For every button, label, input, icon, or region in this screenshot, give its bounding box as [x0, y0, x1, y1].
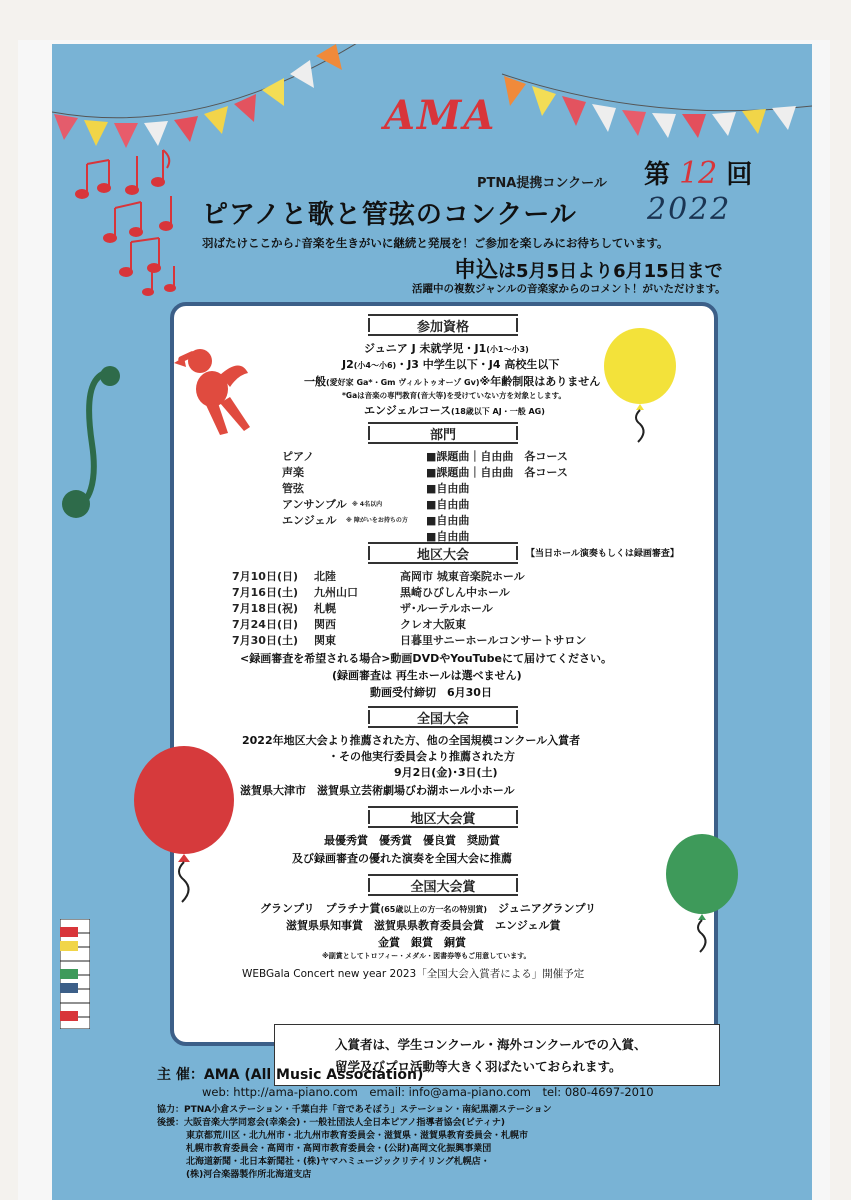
elig-line-7: ※年齢制限はありません [479, 375, 601, 388]
regional-row-date: 7月30日(土) [232, 634, 299, 647]
regional-row-date: 7月16日(土) [232, 586, 299, 599]
eligibility-heading-text: 参加資格 [416, 319, 469, 335]
regional-row-venue: 日暮里サニーホールコンサートサロン [400, 634, 587, 647]
regional-row-date: 7月18日(祝) [232, 602, 299, 615]
video-deadline: 動画受付締切 6月30日 [370, 686, 492, 699]
division-extra: ■自由曲 [426, 530, 470, 543]
elig-line-3: (小4〜小6) [353, 361, 397, 370]
round-suffix: 回 [726, 160, 753, 190]
support-line-4: 北海道新聞・北日本新聞社・(株)ヤマハミュージックリテイリング札幌店・ [186, 1157, 490, 1167]
year: 2022 [647, 192, 732, 227]
na-line1-note: (65歳以上の方一名の特別賞) [380, 905, 488, 914]
video-note: <録画審査を希望される場合>動画DVDやYouTubeにて届けてください。 [240, 652, 613, 665]
division-vocal: 声楽 [282, 466, 304, 479]
elig-line-2: J2 [342, 358, 354, 371]
na-line1-main: グランプリ プラチナ賞 [260, 902, 381, 915]
eligibility-j2 [342, 356, 559, 372]
regional-awards-line-2: 及び録画審査の優れた演奏を全国大会に推薦 [292, 852, 512, 865]
division-piano-detail: ■課題曲｜自由曲 各コース [426, 450, 568, 463]
national-dates: 9月2日(金)･3日(土) [394, 766, 498, 779]
regional-row-venue: ザ･ルーテルホール [400, 602, 493, 615]
music-notes-decoration [70, 146, 210, 296]
national-awards-line-2: 滋賀県県知事賞 滋賀県県教育委員会賞 エンジェル賞 [286, 919, 561, 932]
contact-line: web: http://ama-piano.com email: info@ama-piano.com tel: 080-4697-2010 [202, 1085, 654, 1099]
eligibility-junior [364, 340, 529, 356]
regional-row-venue: 高岡市 城東音楽院ホール [400, 570, 525, 583]
regional-heading [368, 542, 518, 564]
national-awards-note: ※副賞としてトロフィー・メダル・図書券等もご用意しています。 [322, 952, 531, 960]
regional-awards-heading [368, 806, 518, 828]
regional-row-date: 7月24日(日) [232, 618, 299, 631]
host-line [157, 1064, 423, 1084]
coop-line: 協力：PTNA小倉ステーション・千葉白井「音であそぼう」ステーション・南紀黒潮ステーション [157, 1105, 552, 1115]
application-period [454, 253, 723, 284]
eligibility-general [304, 373, 600, 389]
round-prefix: 第 [644, 160, 671, 190]
elig-line-5: 一般 [304, 375, 326, 388]
support-line-1: 後援：大阪音楽大学同窓会(幸楽会)・一般社団法人全日本ピアノ指導者協会(ピティナ) [157, 1118, 506, 1128]
national-heading [368, 706, 518, 728]
support-line-3: 札幌市教育委員会・高岡市・高岡市教育委員会・(公財)高岡文化振興事業団 [186, 1144, 492, 1154]
division-angel-note: ※ 障がいをお持ちの方 [346, 517, 408, 524]
elig-line-10: (18歳以下 AJ・一般 AG) [450, 407, 545, 416]
regional-row-area: 関西 [314, 618, 336, 631]
division-vocal-detail: ■課題曲｜自由曲 各コース [426, 466, 568, 479]
poster [52, 44, 812, 1200]
winners-text-1: は、学生コンクール・海外コンクールでの入賞、 [372, 1037, 647, 1052]
national-line-2: ・その他実行委員会より推薦された方 [328, 750, 515, 763]
tagline: 羽ばたけここから♪音楽を生きがいに継続と発展を！ご参加を楽しみにお待ちしています。 [202, 236, 669, 250]
support-line-2: 東京都荒川区・北九州市・北九州市教育委員会・滋賀県・滋賀県教育委員会・札幌市 [186, 1131, 529, 1141]
regional-awards-line-1: 最優秀賞 優秀賞 優良賞 奨励賞 [324, 834, 500, 847]
f-hole-clef-icon [58, 364, 128, 524]
apply-prefix: 申込 [454, 258, 499, 283]
regional-row-area: 九州山口 [314, 586, 358, 599]
elig-line-4: ・J3 中学生以下・J4 高校生以下 [396, 358, 560, 371]
elig-line-1: (小1〜小3) [486, 345, 529, 354]
division-strings-detail: ■自由曲 [426, 482, 470, 495]
ama-logo: AMA [384, 92, 497, 139]
winners-prefix: 入賞者 [335, 1037, 373, 1052]
regional-row-date: 7月10日(日) [232, 570, 299, 583]
regional-heading-text: 地区大会 [416, 547, 469, 563]
regional-row-venue: 黒崎ひびしん中ホール [400, 586, 510, 599]
piano-keys-decoration [60, 919, 90, 1029]
host-label: 主 催： [157, 1067, 204, 1083]
national-line-1: 2022年地区大会より推薦された方、他の全国規模コンクール入賞者 [242, 734, 581, 747]
division-strings: 管弦 [282, 482, 304, 495]
national-awards-line-3: 金賞 銀賞 銅賞 [378, 936, 466, 949]
eligibility-note: *Gaは音楽の専門教育(音大等)を受けていない方を対象とします。 [342, 391, 566, 400]
yellow-balloon [600, 326, 680, 446]
division-ensemble-note: ※ 4名以内 [352, 501, 383, 508]
regional-row-venue: クレオ大阪東 [400, 618, 466, 631]
eligibility-heading [368, 314, 518, 336]
elig-line-9: エンジェルコース [364, 404, 451, 417]
round-number [644, 154, 752, 191]
page-title: ピアノと歌と管弦のコンクール [202, 200, 577, 230]
comment-note: 活躍中の複数ジャンルの音楽家からのコメント！がいただけます。 [412, 283, 726, 295]
division-angel: エンジェル [282, 514, 337, 527]
gala-note: WEBGala Concert new year 2023「全国大会入賞者による」開催予定 [242, 968, 585, 980]
national-awards-line-1 [260, 900, 596, 916]
cupid-illustration [170, 339, 254, 451]
eligibility-angel [364, 402, 545, 418]
regional-awards-heading-text: 地区大会賞 [410, 811, 476, 827]
regional-row-area: 北陸 [314, 570, 336, 583]
national-heading-text: 全国大会 [416, 711, 469, 727]
elig-line-0: ジュニア J 未就学児・J1 [364, 342, 487, 355]
regional-badge: 【当日ホール演奏もしくは録画審査】 [526, 549, 679, 559]
winners-line-2: 留学及びプロ活動等大きく羽ばたいておられます。 [335, 1059, 622, 1074]
video-note-2: (録画審査は 再生ホールは選べません) [332, 669, 522, 682]
na-line1-end: ジュニアグランプリ [498, 902, 597, 915]
round-num: 12 [679, 156, 718, 191]
apply-text: は5月5日より6月15日まで [498, 261, 723, 282]
division-ensemble-detail: ■自由曲 [426, 498, 470, 511]
elig-line-6: (愛好家 Ga*・Gm ヴィルトゥオーゾ Gv) [326, 378, 480, 387]
national-awards-heading-text: 全国大会賞 [410, 879, 476, 895]
divisions-heading-text: 部門 [429, 427, 456, 443]
national-awards-heading [368, 874, 518, 896]
regional-row-area: 札幌 [314, 602, 336, 615]
support-line-5: (株)河合楽器製作所北海道支店 [186, 1170, 312, 1180]
ptna-label: PTNA提携コンクール [477, 176, 607, 191]
green-balloon [662, 834, 742, 954]
winners-line-1 [335, 1035, 647, 1053]
divisions-heading [368, 422, 518, 444]
division-angel-detail: ■自由曲 [426, 514, 470, 527]
regional-row-area: 関東 [314, 634, 336, 647]
division-piano: ピアノ [282, 450, 315, 463]
red-balloon [132, 744, 242, 904]
division-ensemble: アンサンブル [282, 498, 347, 511]
host-name: AMA (All Music Association) [203, 1067, 424, 1083]
national-venue: 滋賀県大津市 滋賀県立芸術劇場びわ湖ホール小ホール [240, 784, 515, 797]
